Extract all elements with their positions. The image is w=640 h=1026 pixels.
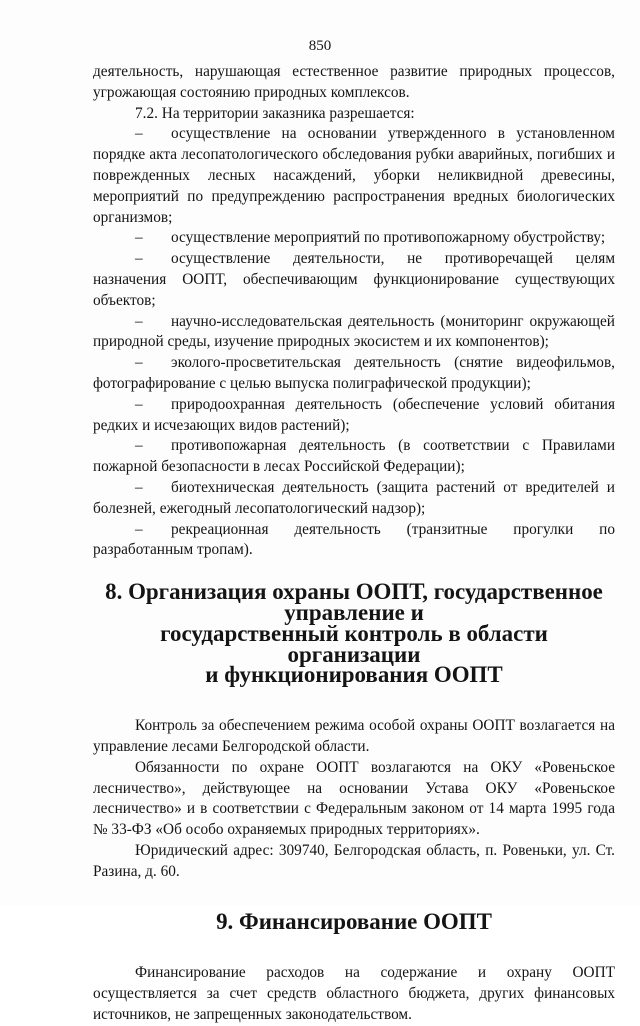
dash-marker: – xyxy=(135,395,143,413)
list-item-text: рекреационная деятельность (транзитные прогулки по разработанным тропам). xyxy=(93,520,615,559)
section-8-paragraph: Юридический адрес: 309740, Белгородская область, п. Ровеньки, ул. Ст. Разина, д. 60. xyxy=(93,841,615,880)
list-item xyxy=(93,520,615,562)
list-item xyxy=(93,228,615,249)
list-item xyxy=(93,478,615,520)
section-9-heading: 9. Финансирование ООПТ xyxy=(216,909,492,935)
list-item xyxy=(93,353,615,395)
list-item-text: осуществление на основании утвержденного в установленном порядке акта лесопатологического обследования рубки аварийных, погибших и поврежденных лесных насаждений, уборки неликвидной древесины, мероприятий по предупреждению распространения вредных биологических организмов; xyxy=(93,125,615,226)
dash-marker: – xyxy=(135,125,143,143)
section-8-heading-line: государственный контроль в области организации xyxy=(160,620,548,667)
list-item-text: природоохранная деятельность (обеспечение условий обитания редких и исчезающих видов растений); xyxy=(93,395,615,434)
continuation-paragraph: деятельность, нарушающая естественное развитие природных процессов, угрожающая состоянию природных комплексов. xyxy=(93,63,615,101)
dash-marker: – xyxy=(135,250,143,268)
list-item-text: эколого-просветительская деятельность (снятие видеофильмов, фотографирование с целью выпуска полиграфической продукции); xyxy=(93,354,615,392)
list-item-text: противопожарная деятельность (в соответствии с Правилами пожарной безопасности в лесах Российской Федерации); xyxy=(93,437,615,476)
section-8-heading-line: и функционирования ООПТ xyxy=(205,662,503,688)
section-9-paragraph: Финансирование расходов на содержание и охрану ООПТ осуществляется за счет средств областного бюджета, других финансовых источников, не запрещенных законодательством. xyxy=(93,964,615,1023)
section-8-paragraph: Контроль за обеспечением режима особой охраны ООПТ возлагается на управление лесами Белгородской области. xyxy=(93,717,615,755)
list-item xyxy=(93,395,615,437)
dash-marker: – xyxy=(135,312,143,330)
dash-marker: – xyxy=(135,478,143,496)
list-item-text: осуществление мероприятий по противопожарному обустройству; xyxy=(171,229,606,247)
list-item xyxy=(93,124,615,228)
list-item xyxy=(93,249,615,311)
list-item xyxy=(93,436,615,478)
dash-marker: – xyxy=(135,229,143,247)
list-item-text: биотехническая деятельность (защита растений от вредителей и болезней, ежегодный лесопатологический надзор); xyxy=(93,478,615,517)
section-8-heading-line: 8. Организация охраны ООПТ, государственное управление и xyxy=(105,579,603,625)
list-item-text: научно-исследовательская деятельность (мониторинг окружающей природной среды, изучение природных экосистем и их компонентов); xyxy=(93,312,615,351)
section-8-paragraph: Обязанности по охране ООПТ возлагаются на ОКУ «Ровеньское лесничество», действующее на основании Устава ОКУ «Ровеньское лесничество» и в соответствии с Федеральным законом от 14 марта 1995 года № 33-ФЗ «Об особо охраняемых природных территориях». xyxy=(93,758,615,839)
dash-marker: – xyxy=(135,437,143,455)
list-item xyxy=(93,312,615,354)
dash-marker: – xyxy=(135,520,143,538)
list-item-text: осуществление деятельности, не противоречащей целям назначения ООПТ, обеспечивающим функционирование существующих объектов; xyxy=(93,250,615,309)
dash-marker: – xyxy=(135,354,143,372)
document-body xyxy=(93,62,615,1026)
page-number: 850 xyxy=(308,38,332,54)
section-8-heading xyxy=(93,579,615,688)
clause-7-2: 7.2. На территории заказника разрешается: xyxy=(135,104,415,122)
